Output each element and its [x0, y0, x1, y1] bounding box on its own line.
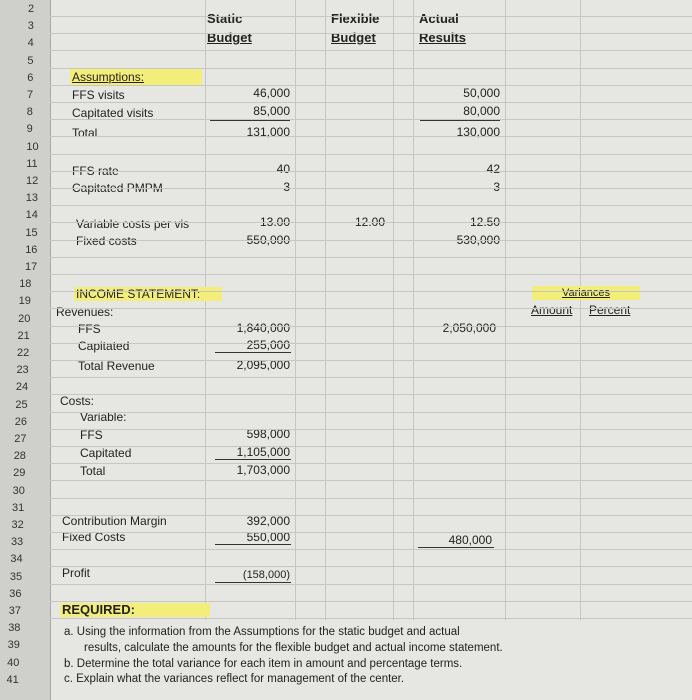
column-divider	[205, 0, 206, 620]
ffs-rate-label: FFS rate	[72, 164, 119, 178]
row-number[interactable]: 17	[25, 261, 38, 273]
row-number[interactable]: 32	[11, 519, 24, 531]
row-gridline	[50, 291, 692, 292]
rev-capitated-label: Capitated	[78, 339, 130, 353]
total-revenue-static: 2,095,000	[236, 358, 290, 372]
total-revenue-label: Total Revenue	[78, 359, 155, 373]
profit-label: Profit	[62, 566, 91, 580]
underline	[215, 544, 291, 545]
rev-ffs-label: FFS	[78, 322, 101, 336]
ffs-visits-label: FFS visits	[72, 88, 125, 102]
underline	[215, 352, 291, 353]
row-number[interactable]: 36	[9, 587, 22, 600]
flexible-header-1: Flexible	[331, 11, 380, 26]
capitated-visits-actual: 80,000	[463, 104, 500, 118]
cost-ffs-label: FFS	[80, 428, 103, 442]
required-b: b. Determine the total variance for each item in amount and percentage terms.	[64, 658, 463, 670]
variances-title: Variances	[532, 286, 640, 300]
ffs-rate-actual: 42	[486, 162, 500, 176]
row-number[interactable]: 35	[9, 570, 23, 583]
row-number[interactable]: 3	[27, 20, 34, 33]
row-number[interactable]: 41	[6, 673, 19, 686]
row-gridline	[50, 68, 692, 69]
rev-ffs-actual: 2,050,000	[442, 321, 496, 335]
row-number[interactable]: 27	[14, 433, 27, 445]
cost-capitated-static: 1,105,000	[236, 445, 290, 459]
variances-amount-header: Amount	[531, 303, 573, 317]
fixed-costs-static: 550,000	[246, 233, 290, 247]
total-visits-actual: 130,000	[456, 125, 500, 139]
row-gridline	[50, 343, 692, 344]
cost-total-label: Total	[80, 464, 106, 478]
static-header-2: Budget	[207, 30, 252, 45]
variable-costs-actual: 12.50	[469, 215, 500, 229]
flexible-header-2: Budget	[331, 30, 376, 45]
row-number[interactable]: 4	[27, 37, 34, 50]
row-number[interactable]: 20	[18, 312, 31, 325]
capitated-visits-static: 85,000	[253, 104, 290, 118]
row-number[interactable]: 39	[7, 639, 20, 652]
row-number[interactable]: 16	[25, 243, 38, 256]
row-number[interactable]: 22	[17, 347, 30, 359]
row-gridline	[50, 515, 692, 516]
underline	[418, 547, 494, 548]
row-number[interactable]: 26	[14, 415, 28, 428]
variable-costs-flexible: 12.00	[354, 215, 385, 229]
row-gridline	[50, 274, 692, 275]
column-divider	[295, 0, 296, 620]
total-visits-static: 131,000	[246, 125, 290, 139]
fixed-costs-is-actual: 480,000	[448, 533, 492, 547]
row-number[interactable]: 25	[15, 398, 28, 411]
capitated-pmpm-label: Capitated PMPM	[72, 181, 163, 195]
ffs-rate-static: 40	[276, 162, 290, 176]
row-number[interactable]: 29	[13, 467, 26, 480]
cost-ffs-static: 598,000	[246, 427, 290, 441]
capitated-pmpm-actual: 3	[493, 180, 500, 194]
assumptions-heading: Assumptions:	[70, 68, 202, 86]
variable-costs-static: 13.00	[259, 215, 290, 229]
row-gridline	[50, 412, 692, 413]
column-divider	[413, 0, 414, 620]
row-number[interactable]: 5	[27, 54, 34, 67]
row-number[interactable]: 18	[19, 278, 32, 291]
row-header-column	[0, 0, 51, 700]
row-gridline	[50, 394, 692, 395]
variances-percent-header: Percent	[589, 303, 631, 317]
row-number[interactable]: 30	[12, 484, 25, 497]
row-number[interactable]: 34	[10, 553, 23, 566]
row-gridline	[50, 532, 692, 533]
capitated-visits-label: Capitated visits	[72, 106, 154, 120]
rev-ffs-static: 1,840,000	[236, 321, 290, 335]
row-number[interactable]: 28	[13, 450, 26, 463]
row-gridline	[50, 498, 692, 499]
column-divider	[580, 0, 581, 620]
row-number[interactable]: 33	[10, 536, 24, 549]
row-gridline	[50, 429, 692, 430]
row-gridline	[50, 188, 692, 189]
row-gridline	[50, 326, 692, 327]
row-number[interactable]: 2	[28, 3, 35, 15]
contribution-margin-label: Contribution Margin	[62, 514, 167, 528]
row-number[interactable]: 37	[8, 605, 21, 617]
total-visits-label: Total	[72, 126, 98, 140]
ffs-visits-static: 46,000	[253, 86, 290, 100]
row-gridline	[50, 446, 692, 447]
row-number[interactable]: 8	[26, 106, 33, 119]
row-gridline	[50, 85, 692, 86]
row-gridline	[50, 308, 692, 309]
row-gridline	[50, 50, 692, 51]
row-number[interactable]: 11	[26, 157, 38, 170]
row-gridline	[50, 257, 692, 258]
static-header-1: Static	[207, 11, 243, 26]
row-number[interactable]: 40	[7, 656, 20, 669]
row-number[interactable]: 19	[18, 295, 31, 308]
income-statement-heading: INCOME STATEMENT:	[74, 287, 222, 301]
row-gridline	[50, 33, 692, 34]
actual-header-2: Results	[419, 30, 466, 45]
row-number[interactable]: 7	[27, 89, 34, 101]
row-number[interactable]: 9	[26, 123, 33, 136]
rev-capitated-static: 255,000	[246, 338, 290, 352]
row-number[interactable]: 10	[26, 140, 39, 153]
row-gridline	[50, 618, 692, 619]
row-gridline	[50, 584, 692, 585]
capitated-pmpm-static: 3	[283, 180, 290, 194]
row-number[interactable]: 31	[12, 501, 25, 514]
row-gridline	[50, 377, 692, 378]
row-gridline	[50, 463, 692, 464]
required-c: c. Explain what the variances reflect for management of the center.	[64, 673, 405, 685]
required-a-line1: a. Using the information from the Assumptions for the static budget and actual	[64, 626, 460, 638]
row-number[interactable]: 13	[25, 192, 39, 205]
contribution-margin-static: 392,000	[246, 514, 290, 528]
column-divider	[325, 0, 326, 620]
variable-costs-label: Variable costs per vis	[76, 217, 190, 231]
cost-capitated-label: Capitated	[80, 446, 132, 460]
row-gridline	[50, 222, 692, 223]
actual-header-1: Actual	[419, 11, 459, 26]
costs-label: Costs:	[60, 394, 95, 408]
row-gridline	[50, 240, 692, 241]
row-number[interactable]: 12	[26, 175, 39, 187]
profit-static: (158,000)	[242, 569, 290, 581]
row-gridline	[50, 119, 692, 120]
underline	[215, 459, 291, 460]
fixed-costs-actual: 530,000	[456, 233, 500, 247]
variable-label: Variable:	[80, 410, 127, 424]
row-number[interactable]: 6	[27, 71, 34, 84]
row-gridline	[50, 549, 692, 550]
row-gridline	[50, 601, 692, 602]
fixed-costs-label: Fixed costs	[76, 234, 137, 248]
row-gridline	[50, 102, 692, 103]
fixed-costs-is-label: Fixed Costs	[62, 530, 126, 544]
row-gridline	[50, 360, 692, 361]
required-a-line2: results, calculate the amounts for the flexible budget and actual income statement.	[84, 642, 503, 654]
row-gridline	[50, 136, 692, 137]
row-gridline	[50, 480, 692, 481]
row-number[interactable]: 15	[25, 226, 38, 239]
row-gridline	[50, 154, 692, 155]
row-gridline	[50, 16, 692, 17]
row-number[interactable]: 21	[17, 329, 30, 342]
row-number[interactable]: 14	[25, 209, 38, 222]
cost-total-static: 1,703,000	[236, 463, 290, 477]
row-gridline	[50, 205, 692, 206]
row-number[interactable]: 24	[15, 381, 29, 394]
row-gridline	[50, 566, 692, 567]
row-gridline	[50, 171, 692, 172]
column-divider	[393, 0, 394, 620]
fixed-costs-is-static: 550,000	[246, 530, 290, 544]
required-heading: REQUIRED:	[60, 603, 210, 617]
ffs-visits-actual: 50,000	[463, 86, 500, 100]
column-divider	[505, 0, 506, 620]
row-number[interactable]: 38	[8, 622, 21, 635]
row-number[interactable]: 23	[16, 364, 29, 377]
revenues-label: Revenues:	[56, 305, 114, 319]
